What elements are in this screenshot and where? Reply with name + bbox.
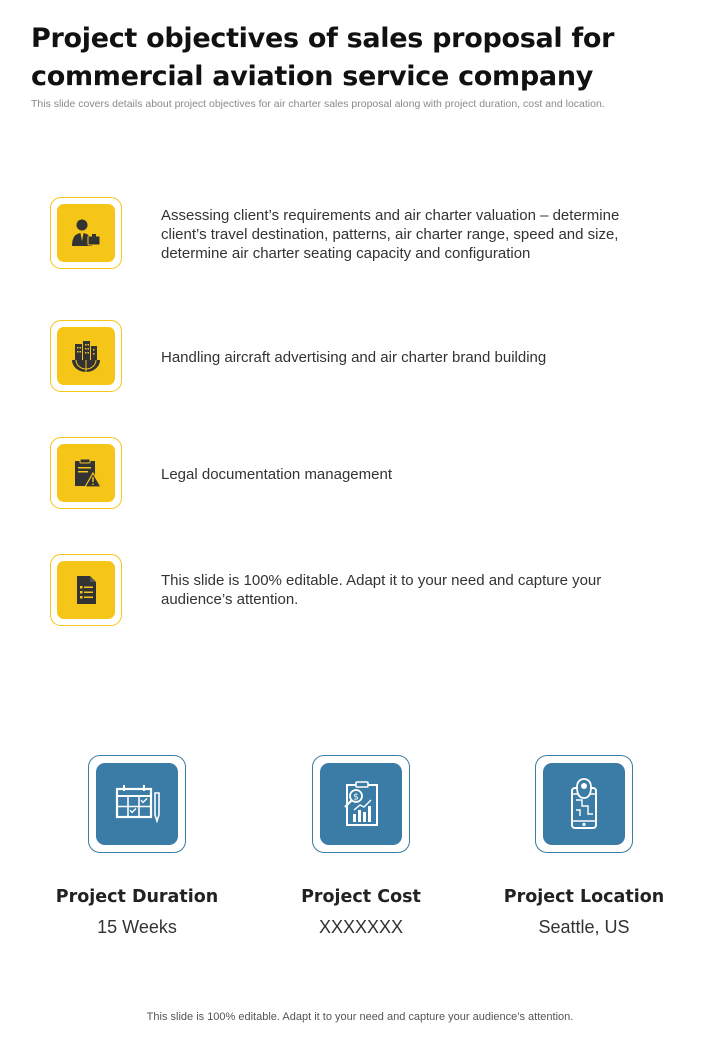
businessman-icon (57, 204, 115, 262)
objective-icon-frame (50, 554, 122, 626)
objective-icon-frame (50, 197, 122, 269)
objective-item (50, 320, 690, 394)
detail-label: Project Duration (55, 887, 219, 907)
objective-item (50, 554, 690, 628)
objective-item (50, 437, 690, 511)
footer-note: This slide is 100% editable. Adapt it to your need and capture your audience’s attention. (146, 1011, 574, 1023)
global-buildings-icon (57, 327, 115, 385)
detail-value: Seattle, US (538, 917, 630, 937)
svg-text:$: $ (353, 792, 359, 803)
detail-icon-frame (535, 755, 633, 853)
location-phone-icon (543, 763, 625, 845)
detail-value: 15 Weeks (97, 917, 177, 937)
project-cost-card (246, 755, 476, 955)
detail-label: Project Cost (301, 887, 421, 907)
checklist-document-icon (57, 561, 115, 619)
objective-text: Handling aircraft advertising and air charter brand building (161, 349, 547, 366)
project-location-card (469, 755, 699, 955)
calendar-icon (96, 763, 178, 845)
detail-label: Project Location (503, 887, 665, 907)
page-title: Project objectives of sales proposal for commercial aviation service company (31, 23, 615, 92)
objective-text: This slide is 100% editable. Adapt it to your need and capture your audience’s attention. (161, 572, 602, 608)
legal-document-warning-icon (57, 444, 115, 502)
objective-text: Legal documentation management (161, 466, 392, 483)
detail-value: XXXXXXX (318, 917, 404, 937)
objective-item (50, 197, 690, 271)
project-duration-card (22, 755, 252, 955)
cost-report-icon (320, 763, 402, 845)
detail-icon-frame (88, 755, 186, 853)
objective-icon-frame (50, 437, 122, 509)
objective-text: Assessing client’s requirements and air charter valuation – determine client’s travel destination, patterns, air charter range, speed and size, determine air charter seating capacity and configuration (161, 207, 620, 262)
objective-icon-frame (50, 320, 122, 392)
detail-icon-frame (312, 755, 410, 853)
page-subtitle: This slide covers details about project objectives for air charter sales proposal along with project duration, cost and location. (31, 98, 605, 110)
